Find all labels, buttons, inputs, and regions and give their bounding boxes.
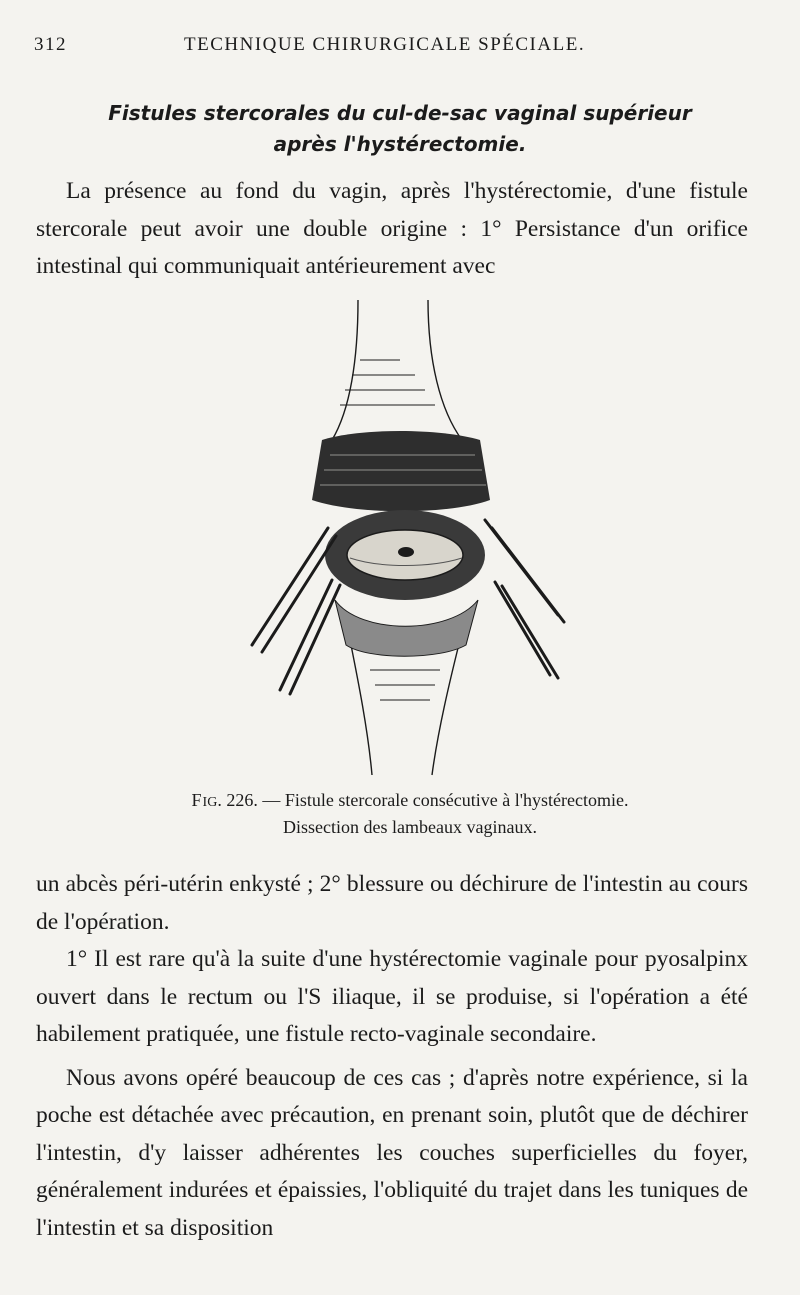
page-number: 312 <box>34 34 67 55</box>
caption-line-1 <box>60 788 760 815</box>
paragraph: 1° Il est rare qu'à la suite d'une hystérectomie vaginale pour pyosalpinx ouvert dans le rectum ou l'S iliaque, il se produise, si l'opération a été habilement pratiquée, une fistule recto-vaginale secondaire. <box>36 946 748 1047</box>
paragraph: un abcès péri-utérin enkysté ; 2° blessure ou déchirure de l'intestin au cours de l'opération. <box>36 871 748 935</box>
running-head <box>34 34 760 60</box>
caption-fig-small: IG <box>202 795 218 810</box>
caption-fig-prefix: F <box>191 790 203 810</box>
body-text-top <box>36 173 748 286</box>
section-title-line-2: après l'hystérectomie. <box>273 132 527 156</box>
paragraph: Nous avons opéré beaucoup de ces cas ; d'après notre expérience, si la poche est détachée avec précaution, en prenant soin, plutôt que de déchirer l'intestin, d'y laisser adhérentes les couches superficielles du foyer, généralement indurées et épaissies, l'obliquité du trajet dans les tuniques de l'intestin et sa disposition <box>36 1064 748 1241</box>
paragraph: La présence au fond du vagin, après l'hystérectomie, d'une fistule stercorale peut avoir une double origine : 1° Persistance d'un orifice intestinal qui communiquait antérieurement avec <box>36 178 748 279</box>
surgical-illustration <box>240 300 570 780</box>
section-title <box>40 98 760 160</box>
figure-caption <box>60 788 760 839</box>
body-text-bottom <box>36 866 748 1247</box>
running-title: TECHNIQUE CHIRURGICALE SPÉCIALE. <box>184 34 586 55</box>
section-title-line-1: Fistules stercorales du cul-de-sac vaginal supérieur <box>108 101 692 125</box>
caption-line-2: Dissection des lambeaux vaginaux. <box>283 817 537 837</box>
caption-fig-number: . 226. <box>217 790 258 810</box>
caption-text-1: — Fistule stercorale consécutive à l'hystérectomie. <box>257 790 629 810</box>
